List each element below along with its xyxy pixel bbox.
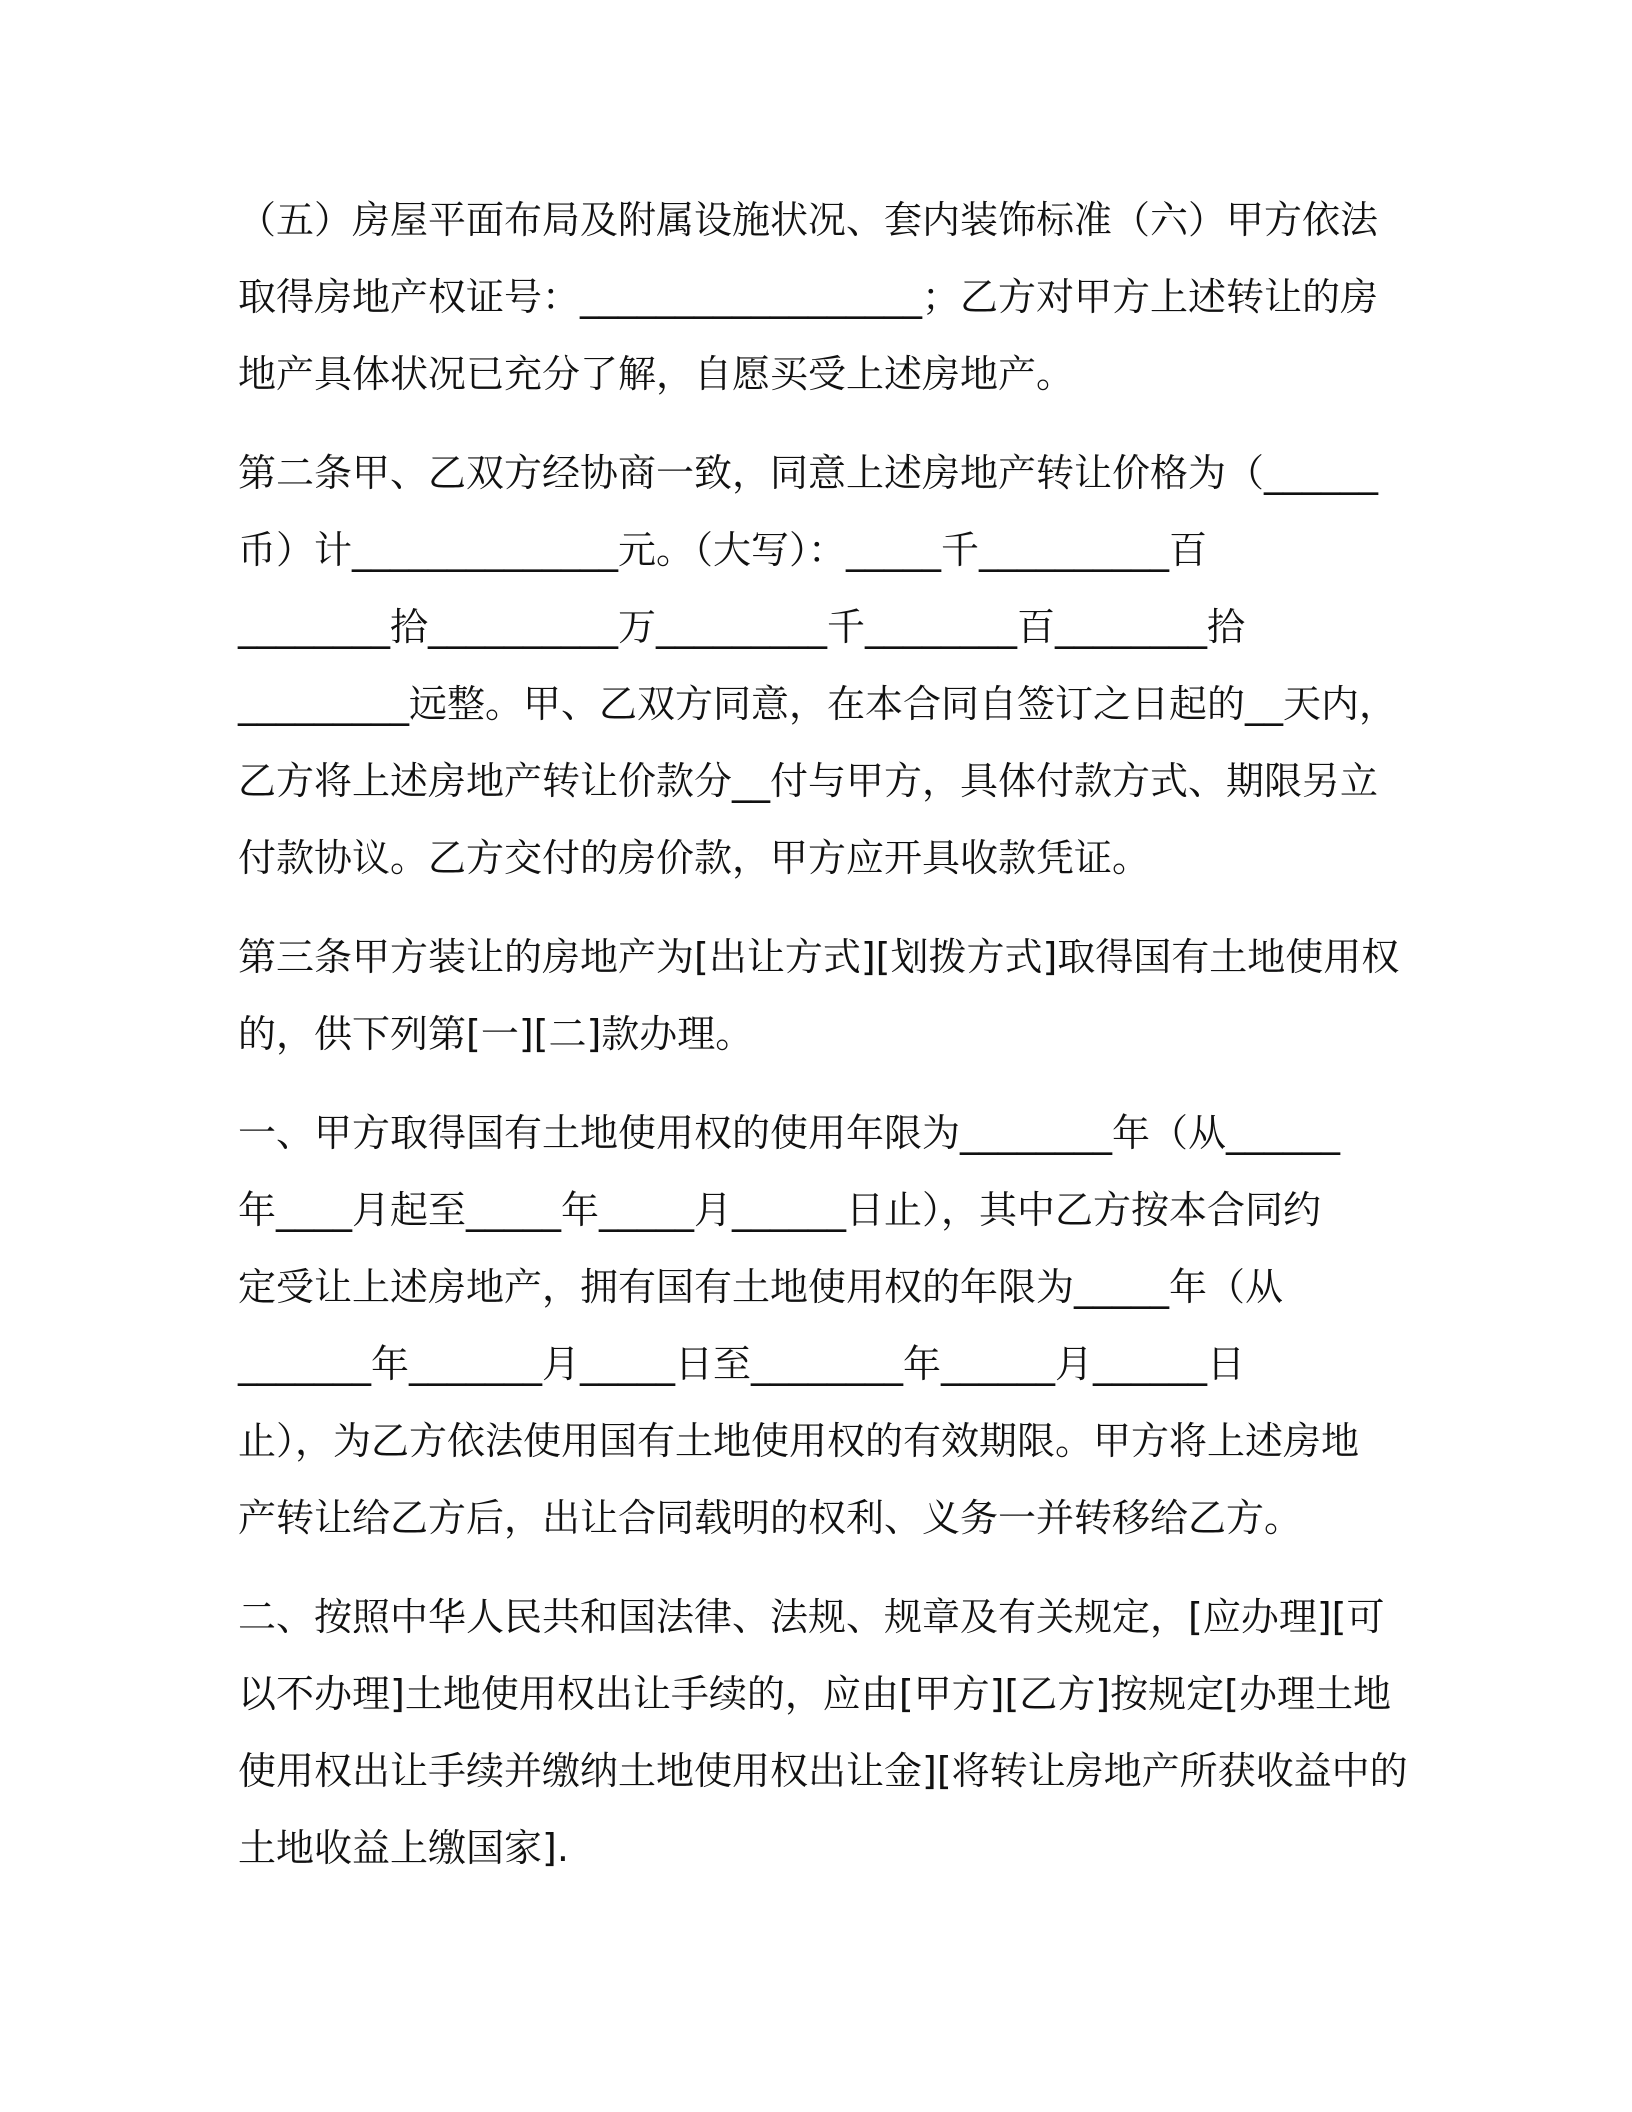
- text-line: 第三条甲方装让的房地产为[出让方式][划拨方式]取得国有土地使用权: [238, 935, 1400, 979]
- text-line: 第二条甲、乙双方经协商一致，同意上述房地产转让价格为（______: [238, 451, 1379, 495]
- text-line: 付款协议。乙方交付的房价款，甲方应开具收款凭证。: [238, 836, 1151, 880]
- text-line: 地产具体状况已充分了解，自愿买受上述房地产。: [238, 352, 1075, 396]
- document-body: [238, 182, 1408, 1909]
- text-line: 以不办理]土地使用权出让手续的，应由[甲方][乙方]按规定[办理土地: [238, 1672, 1391, 1716]
- text-line: 一、甲方取得国有土地使用权的使用年限为________年（从______: [238, 1111, 1341, 1155]
- paragraph-clause-1-term: [238, 1095, 1398, 1557]
- paragraph-article-2-price: [238, 435, 1398, 897]
- text-line: _________远整。甲、乙双方同意，在本合同自签订之日起的__天内，: [238, 682, 1398, 726]
- text-line: 产转让给乙方后，出让合同载明的权利、义务一并转移给乙方。: [238, 1496, 1303, 1540]
- text-line: 土地收益上缴国家].: [238, 1826, 569, 1870]
- paragraph-property-layout: [238, 182, 1398, 413]
- text-line: 止），为乙方依法使用国有土地使用权的有效期限。甲方将上述房地: [238, 1419, 1360, 1463]
- text-line: （五）房屋平面布局及附属设施状况、套内装饰标准（六）甲方依法: [238, 198, 1379, 242]
- text-line: 年____月起至_____年_____月______日止），其中乙方按本合同约: [238, 1188, 1322, 1232]
- text-line: 二、按照中华人民共和国法律、法规、规章及有关规定，[应办理][可: [238, 1595, 1385, 1639]
- text-line: 定受让上述房地产，拥有国有土地使用权的年限为_____年（从: [238, 1265, 1284, 1309]
- text-line: _______年_______月_____日至________年______月______日: [238, 1342, 1246, 1386]
- text-line: 的，供下列第[一][二]款办理。: [238, 1012, 754, 1056]
- text-line: 取得房地产权证号：__________________；乙方对甲方上述转让的房: [238, 275, 1379, 319]
- text-line: 币）计______________元。（大写）：_____千__________百: [238, 528, 1208, 572]
- text-line: 乙方将上述房地产转让价款分__付与甲方，具体付款方式、期限另立: [238, 759, 1379, 803]
- text-line: ________拾__________万_________千________百________拾: [238, 605, 1246, 649]
- text-line: 使用权出让手续并缴纳土地使用权出让金][将转让房地产所获收益中的: [238, 1749, 1408, 1793]
- paragraph-clause-2-procedures: [238, 1579, 1408, 1887]
- paragraph-article-3-land-use: [238, 919, 1398, 1073]
